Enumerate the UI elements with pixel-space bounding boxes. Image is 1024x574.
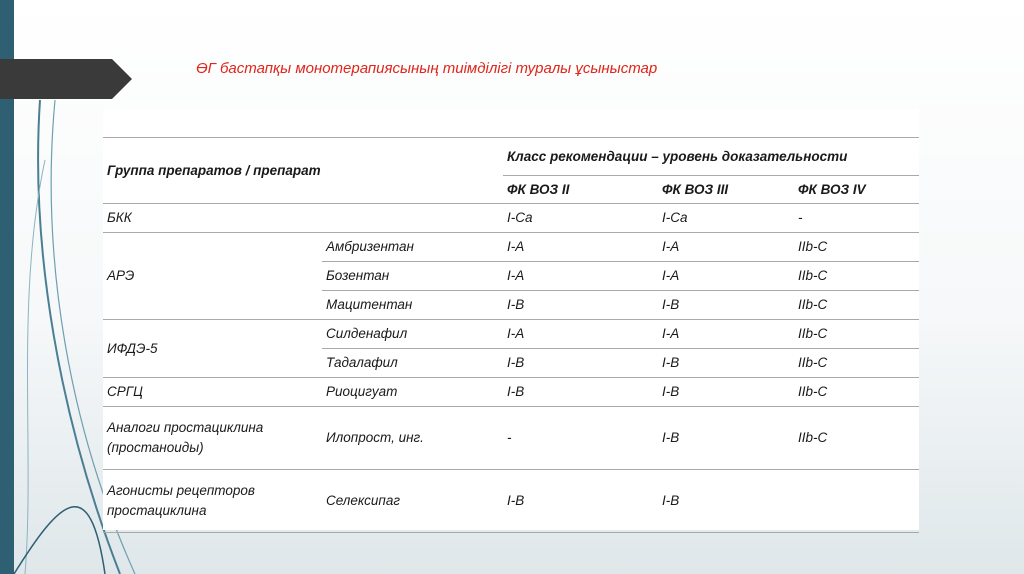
drug-cell: Амбризентан	[322, 232, 503, 261]
class-header: Класс рекомендации – уровень доказательности	[503, 137, 919, 175]
fc3-cell: I-B	[658, 290, 794, 319]
fc4-cell: IIb-C	[794, 261, 919, 290]
recommendations-table	[103, 109, 919, 530]
table-row	[103, 406, 919, 469]
fc3-cell: I-B	[658, 377, 794, 406]
fc3-cell: I-A	[658, 319, 794, 348]
table-row	[103, 469, 919, 532]
fc-header: ФК ВОЗ IV	[794, 175, 919, 203]
fc3-cell: I-Ca	[658, 203, 794, 232]
title-tab-arrow	[0, 59, 132, 99]
fc2-cell: I-B	[503, 348, 658, 377]
fc4-cell: IIb-C	[794, 377, 919, 406]
fc4-cell	[794, 469, 919, 532]
table-row	[103, 232, 919, 261]
group-cell: АРЭ	[103, 232, 322, 319]
fc2-cell: I-Ca	[503, 203, 658, 232]
fc2-cell: I-B	[503, 469, 658, 532]
table-header-row	[103, 137, 919, 175]
fc3-cell: I-A	[658, 261, 794, 290]
fc3-cell: I-A	[658, 232, 794, 261]
fc2-cell: I-A	[503, 261, 658, 290]
group-header: Группа препаратов / препарат	[103, 137, 503, 203]
fc2-cell: I-A	[503, 232, 658, 261]
fc2-cell: I-B	[503, 377, 658, 406]
fc3-cell: I-B	[658, 406, 794, 469]
table-row	[103, 319, 919, 348]
fc4-cell: IIb-C	[794, 232, 919, 261]
fc2-cell: I-A	[503, 319, 658, 348]
slide-title: ӨГ бастапқы монотерапиясының тиімділігі туралы ұсыныстар	[196, 60, 658, 77]
fc4-cell: IIb-C	[794, 406, 919, 469]
group-cell: Аналоги простациклина (простаноиды)	[103, 406, 322, 469]
drug-cell: Риоцигуат	[322, 377, 503, 406]
fc4-cell: -	[794, 203, 919, 232]
drug-cell: Бозентан	[322, 261, 503, 290]
fc2-cell: -	[503, 406, 658, 469]
fc3-cell: I-B	[658, 469, 794, 532]
table-row	[103, 203, 919, 232]
drug-cell: Силденафил	[322, 319, 503, 348]
fc3-cell: I-B	[658, 348, 794, 377]
group-cell: БКК	[103, 203, 503, 232]
group-cell: ИФДЭ-5	[103, 319, 322, 377]
fc2-cell: I-B	[503, 290, 658, 319]
group-cell: Агонисты рецепторов простациклина	[103, 469, 322, 532]
fc-header: ФК ВОЗ III	[658, 175, 794, 203]
drug-cell: Илопрост, инг.	[322, 406, 503, 469]
fc4-cell: IIb-C	[794, 319, 919, 348]
table-row	[103, 377, 919, 406]
drug-cell: Селексипаг	[322, 469, 503, 532]
drug-cell: Мацитентан	[322, 290, 503, 319]
drug-cell: Тадалафил	[322, 348, 503, 377]
fc-header: ФК ВОЗ II	[503, 175, 658, 203]
table-top-spacer	[103, 109, 919, 137]
group-cell: СРГЦ	[103, 377, 322, 406]
fc4-cell: IIb-C	[794, 290, 919, 319]
fc4-cell: IIb-C	[794, 348, 919, 377]
